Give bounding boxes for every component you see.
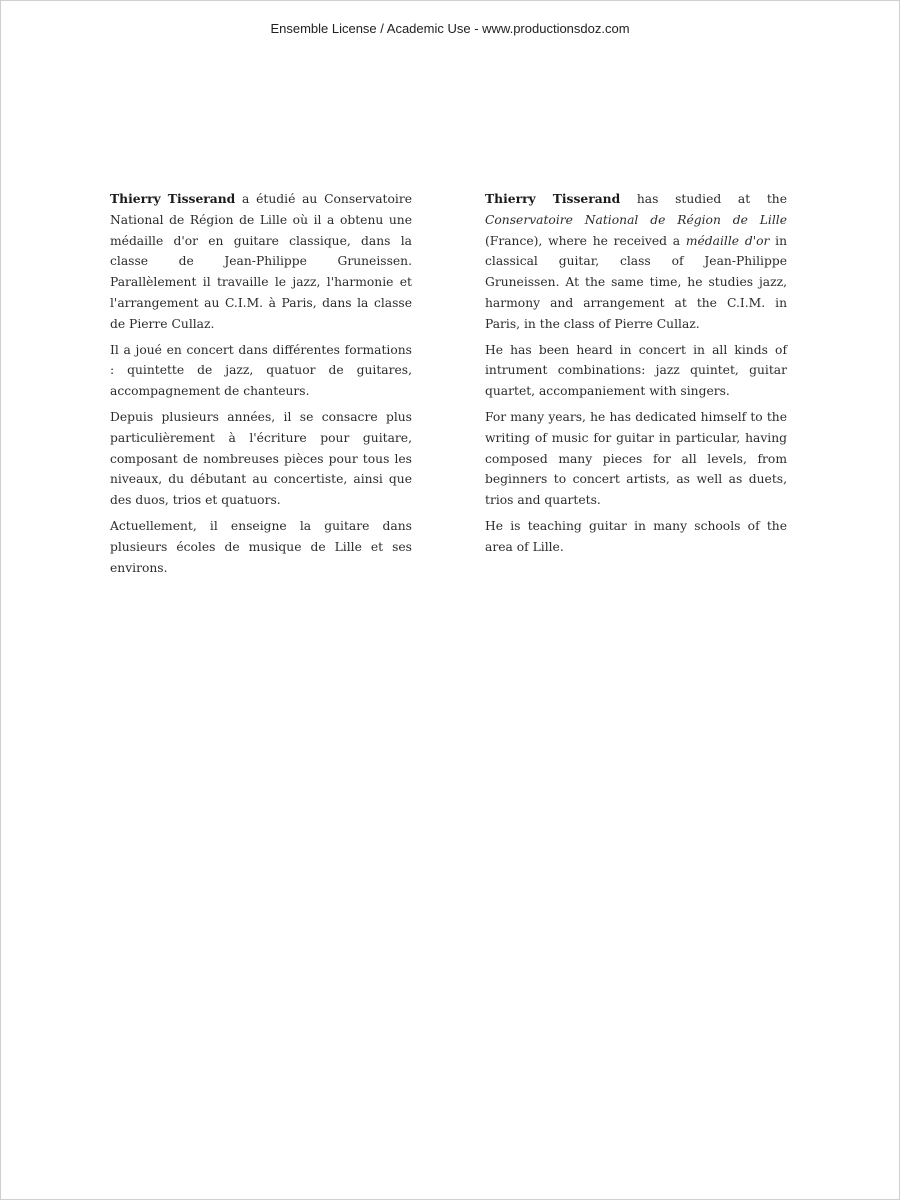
french-paragraph-1 (110, 189, 412, 335)
english-text-fragment: has studied at the (620, 192, 788, 206)
english-paragraph-2: He has been heard in concert in all kinds of intrument combinations: jazz quintet, guitar quartet, accompaniement with singers. (485, 342, 787, 399)
french-paragraph-4: Actuellement, il enseigne la guitare dans plusieurs écoles de musique de Lille et ses environs. (110, 518, 412, 575)
english-biography (485, 189, 787, 563)
english-text-fragment: in classical guitar, class of Jean-Philippe Gruneissen. At the same time, he studies jazz, harmony and arrangement at the C.I.M. in Paris, in the class of Pierre Cullaz. (485, 233, 787, 331)
author-name: Thierry Tisserand (110, 191, 236, 206)
license-header: Ensemble License / Academic Use - www.productionsdoz.com (270, 21, 630, 36)
english-text-fragment: (France), where he received a (485, 233, 686, 248)
medal-term: médaille d'or (685, 233, 770, 248)
author-name: Thierry Tisserand (485, 191, 621, 206)
conservatoire-name: Conservatoire National de Région de Lille (485, 212, 787, 227)
french-paragraph-1-text: a étudié au Conservatoire National de Région de Lille où il a obtenu une médaille d'or en guitare classique, dans la classe de Jean-Philippe Gruneissen. Parallèlement il travaille le jazz, l'harmonie et l'arrangement au C.I.M. à Paris, dans la classe de Pierre Cullaz. (110, 192, 412, 331)
french-paragraph-2: Il a joué en concert dans différentes formations : quintette de jazz, quatuor de guitares, accompagnement de chanteurs. (110, 342, 412, 399)
french-paragraph-3: Depuis plusieurs années, il se consacre plus particulièrement à l'écriture pour guitare, composant de nombreuses pièces pour tous les niveaux, du débutant au concertiste, ainsi que des duos, trios et quatuors. (110, 409, 412, 508)
english-paragraph-1 (485, 189, 787, 335)
french-biography (110, 189, 412, 583)
english-paragraph-4: He is teaching guitar in many schools of the area of Lille. (485, 518, 787, 554)
english-paragraph-3: For many years, he has dedicated himself to the writing of music for guitar in particular, having composed many pieces for all levels, from beginners to concert artists, as well as duets, trios and quartets. (485, 409, 787, 508)
